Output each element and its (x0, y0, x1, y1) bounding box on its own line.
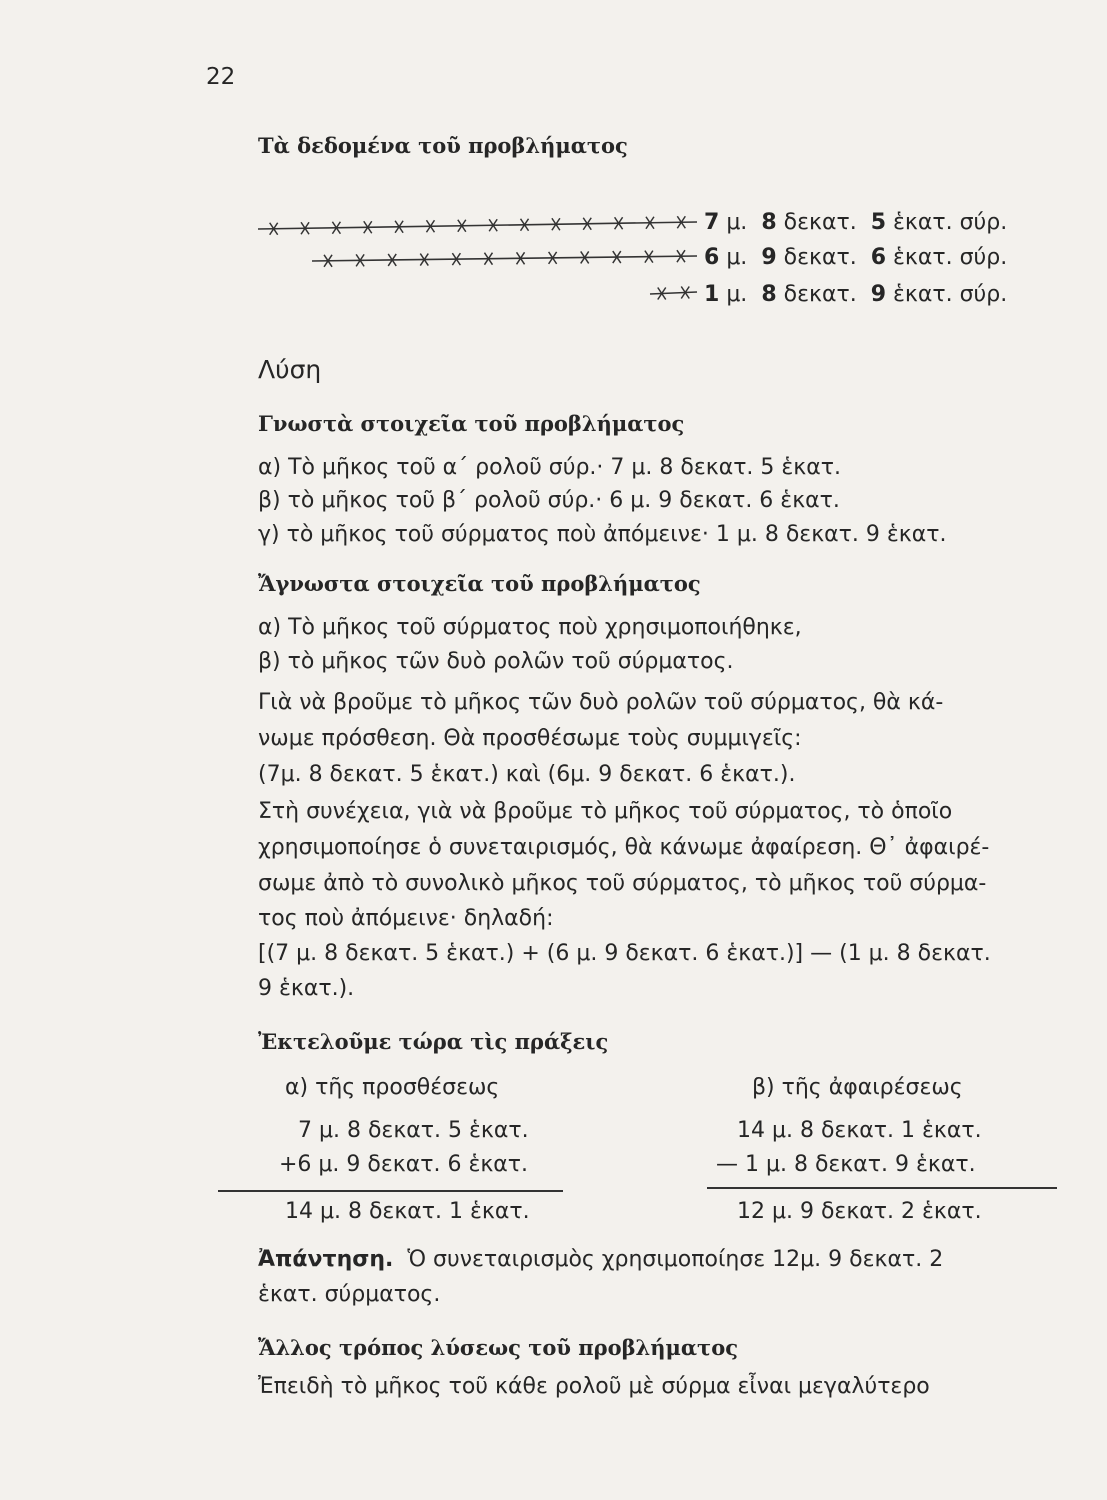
wire-label-3 (704, 282, 1007, 307)
wire-3-meters: 1 (704, 282, 720, 307)
known-heading: Γνωστὰ στοιχεῖα τοῦ προβλήματος (258, 411, 685, 436)
wire-3-unit-d: δεκατ. (783, 282, 857, 307)
addition-result: 14 μ. 8 δεκατ. 1 ἑκατ. (285, 1199, 530, 1224)
wire-3-decimeters: 8 (761, 282, 777, 307)
alt-text: Ἐπειδὴ τὸ μῆκος τοῦ κάθε ρολοῦ μὲ σύρμα εἶναι μεγαλύτερο (258, 1374, 930, 1399)
wire-2-unit-d: δεκατ. (783, 245, 857, 270)
wire-2-decimeters: 9 (761, 245, 777, 270)
wire-2-unit-m: μ. (726, 245, 748, 270)
para1-line3: (7μ. 8 δεκατ. 5 ἑκατ.) καὶ (6μ. 9 δεκατ. 6 ἑκατ.). (258, 762, 796, 787)
solution-heading: Λύση (258, 355, 322, 384)
addition-row2: +6 μ. 9 δεκατ. 6 ἑκατ. (279, 1152, 529, 1177)
subtraction-row2: — 1 μ. 8 δεκατ. 9 ἑκατ. (716, 1152, 976, 1177)
wire-1-line (258, 222, 697, 229)
wire-3-unit-m: μ. (726, 282, 748, 307)
para1-line2: νωμε πρόσθεση. Θὰ προσθέσωμε τοὺς συμμιγεῖς: (258, 726, 802, 751)
para2-line2: χρησιμοποίησε ὁ συνεταιρισμός, θὰ κάνωμε ἀφαίρεση. Θ᾽ ἀφαιρέ- (258, 835, 990, 860)
para1-line1: Γιὰ νὰ βροῦμε τὸ μῆκος τῶν δυὸ ρολῶν τοῦ σύρματος, θὰ κά- (258, 690, 944, 715)
wire-2-line (312, 256, 697, 261)
wire-3-line (650, 292, 697, 294)
wire-1-unit-d: δεκατ. (783, 210, 857, 235)
answer-text: Ὁ συνεταιρισμὸς χρησιμοποίησε 12μ. 9 δεκατ. 2 (407, 1247, 944, 1272)
subtraction-result: 12 μ. 9 δεκατ. 2 ἑκατ. (737, 1199, 982, 1224)
wire-1-meters: 7 (704, 210, 720, 235)
barbed-wire-diagram (0, 0, 1107, 320)
wire-2-meters: 6 (704, 245, 720, 270)
para2-line1: Στὴ συνέχεια, γιὰ νὰ βροῦμε τὸ μῆκος τοῦ σύρματος, τὸ ὁποῖο (258, 799, 953, 824)
answer-line1 (258, 1247, 943, 1272)
wire-3-unit-e: ἑκατ. σύρ. (893, 282, 1008, 307)
alt-heading: Ἄλλος τρόπος λύσεως τοῦ προβλήματος (258, 1335, 738, 1360)
wire-1-unit-m: μ. (726, 210, 748, 235)
para2-line4: τος ποὺ ἀπόμεινε· δηλαδή: (258, 906, 554, 931)
wire-label-1 (704, 210, 1007, 235)
known-item-b: β) τὸ μῆκος τοῦ β΄ ρολοῦ σύρ.· 6 μ. 9 δεκατ. 6 ἑκατ. (258, 488, 840, 513)
known-item-c: γ) τὸ μῆκος τοῦ σύρματος ποὺ ἀπόμεινε· 1 μ. 8 δεκατ. 9 ἑκατ. (258, 522, 947, 547)
subtraction-row1: 14 μ. 8 δεκατ. 1 ἑκατ. (737, 1118, 982, 1143)
subtraction-title: β) τῆς ἀφαιρέσεως (752, 1075, 963, 1100)
unknown-item-a: α) Τὸ μῆκος τοῦ σύρματος ποὺ χρησιμοποιήθηκε, (258, 615, 802, 640)
wire-2-centimeters: 6 (870, 245, 886, 270)
addition-rule (218, 1190, 563, 1192)
wire-label-2 (704, 245, 1007, 270)
operations-heading: Ἐκτελοῦμε τώρα τὶς πράξεις (258, 1029, 609, 1054)
addition-title: α) τῆς προσθέσεως (285, 1075, 500, 1100)
wire-1-centimeters: 5 (870, 210, 886, 235)
wire-1-unit-e: ἑκατ. σύρ. (893, 210, 1008, 235)
unknown-heading: Ἄγνωστα στοιχεῖα τοῦ προβλήματος (258, 571, 701, 596)
page-number: 22 (206, 64, 236, 90)
wire-1-decimeters: 8 (761, 210, 777, 235)
answer-line2: ἑκατ. σύρματος. (258, 1282, 441, 1307)
para2-line5: [(7 μ. 8 δεκατ. 5 ἑκατ.) + (6 μ. 9 δεκατ. 6 ἑκατ.)] — (1 μ. 8 δεκατ. (258, 941, 991, 966)
addition-row1: 7 μ. 8 δεκατ. 5 ἑκατ. (298, 1118, 529, 1143)
para2-line3: σωμε ἀπὸ τὸ συνολικὸ μῆκος τοῦ σύρματος, τὸ μῆκος τοῦ σύρμα- (258, 871, 987, 896)
wire-3-centimeters: 9 (870, 282, 886, 307)
answer-label: Ἀπάντηση. (258, 1247, 394, 1272)
subtraction-rule (707, 1187, 1057, 1189)
unknown-item-b: β) τὸ μῆκος τῶν δυὸ ρολῶν τοῦ σύρματος. (258, 649, 734, 674)
wire-2-unit-e: ἑκατ. σύρ. (893, 245, 1008, 270)
known-item-a: α) Τὸ μῆκος τοῦ α΄ ρολοῦ σύρ.· 7 μ. 8 δεκατ. 5 ἑκατ. (258, 455, 842, 480)
para2-line6: 9 ἑκατ.). (258, 976, 355, 1001)
given-heading: Τὰ δεδομένα τοῦ προβλήματος (258, 133, 628, 158)
